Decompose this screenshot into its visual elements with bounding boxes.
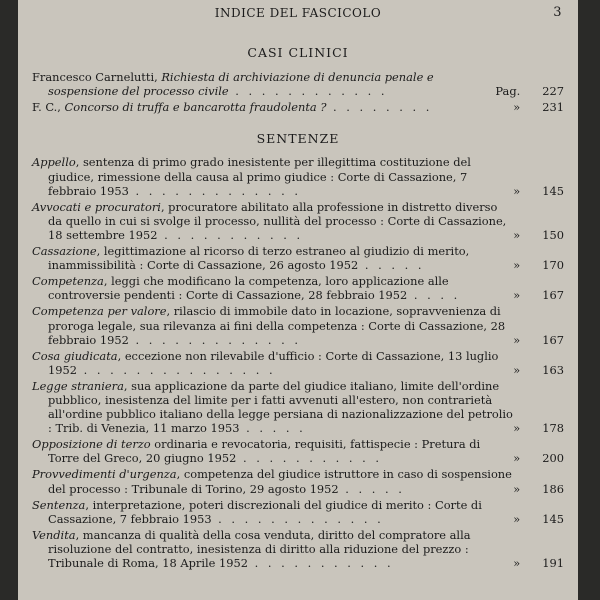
index-entry: Sentenza, interpretazione, poteri discrezionali del giudice di merito : Corte di Cassazione, 7 febbraio 1953 . . . . . . . . . . . . . » 145 bbox=[32, 497, 564, 526]
section-title-casi-clinici: CASI CLINICI bbox=[247, 45, 349, 60]
index-entry: F. C., Concorso di truffa e bancarotta fraudolenta ? . . . . . . . . » 231 bbox=[32, 100, 564, 115]
entry-topic: Provvedimenti d'urgenza bbox=[32, 467, 177, 482]
entry-topic: Vendita bbox=[32, 527, 76, 542]
section-title-sentenze: SENTENZE bbox=[256, 131, 340, 147]
entry-page-ref: » 145 bbox=[513, 183, 564, 198]
entry-page-ref: » 167 bbox=[513, 332, 564, 347]
header-title: INDICE DEL FASCICOLO bbox=[214, 6, 382, 20]
entry-page-ref: » 163 bbox=[513, 362, 564, 377]
entry-topic: Legge straniera bbox=[32, 378, 124, 393]
index-entry: Cassazione, legittimazione al ricorso di terzo estraneo al giudizio di merito, inammissibilità : Corte di Cassazione, 26 agosto 1952 . . . . . » 170 bbox=[32, 244, 564, 273]
entry-page-ref: » 167 bbox=[513, 288, 564, 303]
entry-topic: Cosa giudicata bbox=[32, 348, 118, 363]
entry-text: , eccezione non rilevabile d'ufficio : Corte di Cassazione, 13 luglio 1952 bbox=[48, 348, 499, 377]
entry-text: , leggi che modificano la competenza, loro applicazione alle controversie pendenti : Corte di Cassazione, 28 febbraio 1952 bbox=[48, 274, 449, 303]
entry-text: , legittimazione al ricorso di terzo estraneo al giudizio di merito, inammissibilità : Corte di Cassazione, 26 agosto 1952 bbox=[48, 244, 470, 273]
index-page bbox=[18, 0, 578, 600]
entry-text: , rilascio di immobile dato in locazione, sopravvenienza di proroga legale, sua rilevanza ai fini della competenza : Corte di Cassazione, 28 febbraio 1952 bbox=[48, 304, 506, 347]
entry-page-ref: » 186 bbox=[513, 481, 564, 496]
index-entry: Cosa giudicata, eccezione non rilevabile d'ufficio : Corte di Cassazione, 13 luglio 1952 . . . . . . . . . . . . . . . » 163 bbox=[32, 348, 564, 377]
index-entry: Competenza per valore, rilascio di immobile dato in locazione, sopravvenienza di proroga legale, sua rilevanza ai fini della competenza : Corte di Cassazione, 28 febbraio 1952 . . . . . . . . . . . . . » 167 bbox=[32, 304, 564, 347]
entry-text: ordinaria e revocatoria, requisiti, fattispecie : Pretura di Torre del Greco, 20 giugno 1952 bbox=[48, 437, 481, 466]
entry-text: , sentenza di primo grado inesistente per illegittima costituzione del giudice, rimessione della causa al primo giudice : Corte di Cassazione, 7 febbraio 1953 bbox=[48, 155, 471, 198]
entry-topic: Competenza bbox=[32, 274, 104, 289]
header-page-number: 3 bbox=[553, 5, 562, 20]
index-entry: Avvocati e procuratori, procuratore abilitato alla professione in distretto diverso da quello in cui si svolge il processo, nullità del processo : Corte di Cassazione, 18 settembre 1952 . . . . . . . . . . . » 150 bbox=[32, 199, 564, 242]
entry-topic: Competenza per valore bbox=[32, 304, 167, 319]
entry-text: , mancanza di qualità della cosa venduta, diritto del compratore alla risoluzione del contratto, inesistenza di diritto alla riduzione del prezzo : Tribunale di Roma, 18 Aprile 1952 bbox=[48, 527, 471, 570]
entry-page-ref: » 150 bbox=[513, 227, 564, 242]
index-entry: Legge straniera, sua applicazione da parte del giudice italiano, limite dell'ordine pubblico, inesistenza del limite per i fatti avvenuti all'estero, non contrarietà all'ordine pubblico italiano della legge persiana di nazionalizzazione del petrolio : Trib. di Venezia, 11 marzo 1953 . . . . . » 178 bbox=[32, 378, 564, 436]
entry-page-ref: » 178 bbox=[513, 421, 564, 436]
page-header bbox=[32, 6, 564, 26]
entry-page-ref: » 231 bbox=[513, 100, 564, 115]
entry-topic: Avvocati e procuratori bbox=[32, 199, 161, 214]
entry-topic: Cassazione bbox=[32, 244, 97, 259]
entry-topic: Sentenza bbox=[32, 497, 86, 512]
index-entry: Opposizione di terzo ordinaria e revocatoria, requisiti, fattispecie : Pretura di Torre del Greco, 20 giugno 1952 . . . . . . . . . . . » 200 bbox=[32, 437, 564, 466]
index-entry: Provvedimenti d'urgenza, competenza del giudice istruttore in caso di sospensione del processo : Tribunale di Torino, 29 agosto 1952 . . . . . » 186 bbox=[32, 467, 564, 496]
entry-text: , procuratore abilitato alla professione in distretto diverso da quello in cui si svolge il processo, nullità del processo : Corte di Cassazione, 18 settembre 1952 bbox=[48, 199, 507, 242]
index-entry: Competenza, leggi che modificano la competenza, loro applicazione alle controversie pendenti : Corte di Cassazione, 28 febbraio 1952 . . . . » 167 bbox=[32, 274, 564, 303]
entry-text: , sua applicazione da parte del giudice italiano, limite dell'ordine pubblico, inesistenza del limite per i fatti avvenuti all'estero, non contrarietà all'ordine pubblico italiano della legge persiana di nazionalizzazione del petrolio : Trib. di Venezia, 11 marzo 1953 bbox=[48, 378, 513, 436]
entry-topic: Opposizione di terzo bbox=[32, 437, 151, 452]
entry-page-ref: Pag. 227 bbox=[495, 84, 564, 99]
entry-text: , competenza del giudice istruttore in caso di sospensione del processo : Tribunale di Torino, 29 agosto 1952 bbox=[48, 467, 512, 496]
sentenze-list bbox=[32, 155, 564, 570]
entry-page-ref: » 145 bbox=[513, 511, 564, 526]
entry-page-ref: » 170 bbox=[513, 258, 564, 273]
index-entry: Vendita, mancanza di qualità della cosa venduta, diritto del compratore alla risoluzione del contratto, inesistenza di diritto alla riduzione del prezzo : Tribunale di Roma, 18 Aprile 1952 . . . . . . . . . . . » 191 bbox=[32, 527, 564, 570]
entry-text: , interpretazione, poteri discrezionali del giudice di merito : Corte di Cassazione, 7 febbraio 1953 bbox=[48, 497, 482, 526]
entry-page-ref: » 191 bbox=[513, 556, 564, 570]
entry-page-ref: » 200 bbox=[513, 451, 564, 466]
entry-topic: Appello bbox=[32, 155, 76, 170]
index-entry: Francesco Carnelutti, Richiesta di archiviazione di denuncia penale e sospensione del processo civile . . . . . . . . . . . . Pag. 227 bbox=[32, 70, 564, 99]
index-entry: Appello, sentenza di primo grado inesistente per illegittima costituzione del giudice, rimessione della causa al primo giudice : Corte di Cassazione, 7 febbraio 1953 . . . . . . . . . . . . . » 145 bbox=[32, 155, 564, 198]
